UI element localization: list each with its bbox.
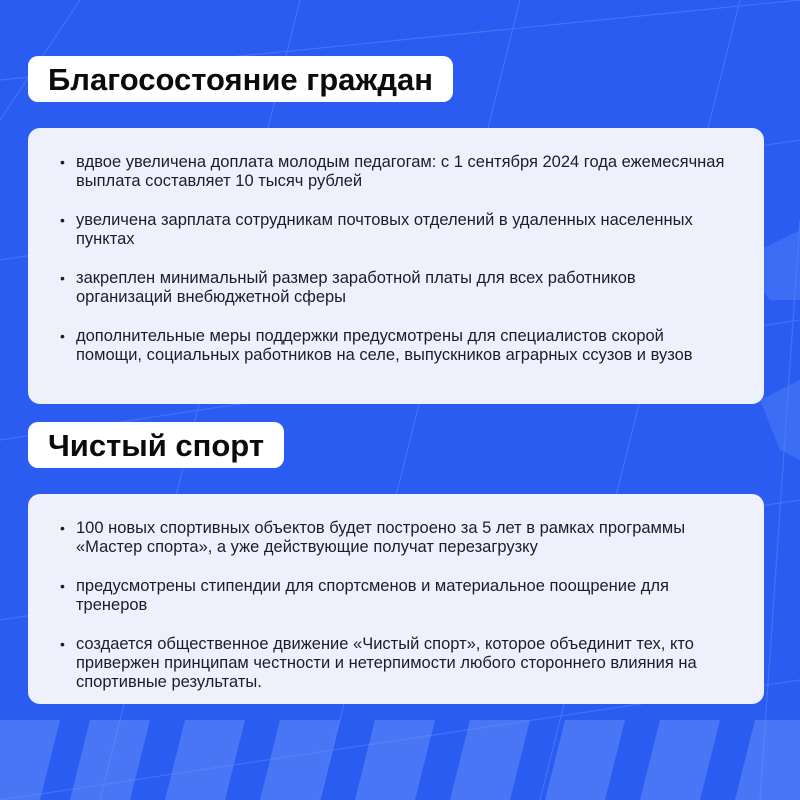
bullet-icon: • [60,578,65,594]
bullet-icon: • [60,212,65,228]
list-item: • вдвое увеличена доплата молодым педагогам: с 1 сентября 2024 года ежемесячная выплата составляет 10 тысяч рублей [60,153,725,190]
welfare-list [60,153,734,365]
sport-list [60,519,734,692]
list-item: • создается общественное движение «Чистый спорт», которое объединит тех, кто привержен принципам честности и нетерпимости любого стороннего влияния на спортивные результаты. [60,635,697,691]
list-item: • 100 новых спортивных объектов будет построено за 5 лет в рамках программы «Мастер спорта», а уже действующие получат перезагрузку [60,519,686,556]
bullet-icon: • [60,328,65,344]
bullet-icon: • [60,270,65,286]
bullet-icon: • [60,520,65,536]
list-item: • дополнительные меры поддержки предусмотрены для специалистов скорой помощи, социальных работников на селе, выпускников аграрных ссузов и вузов [60,327,693,364]
sport-card [28,494,764,704]
list-item: • закреплен минимальный размер заработной платы для всех работников организаций внебюджетной сферы [60,269,636,306]
bullet-icon: • [60,154,65,170]
welfare-card [28,128,764,404]
list-item: • предусмотрены стипендии для спортсменов и материальное поощрение для тренеров [60,577,669,614]
bullet-icon: • [60,636,65,652]
section-title-sport: Чистый спорт [28,422,284,468]
section-title-welfare: Благосостояние граждан [28,56,453,102]
list-item: • увеличена зарплата сотрудникам почтовых отделений в удаленных населенных пунктах [60,211,693,248]
